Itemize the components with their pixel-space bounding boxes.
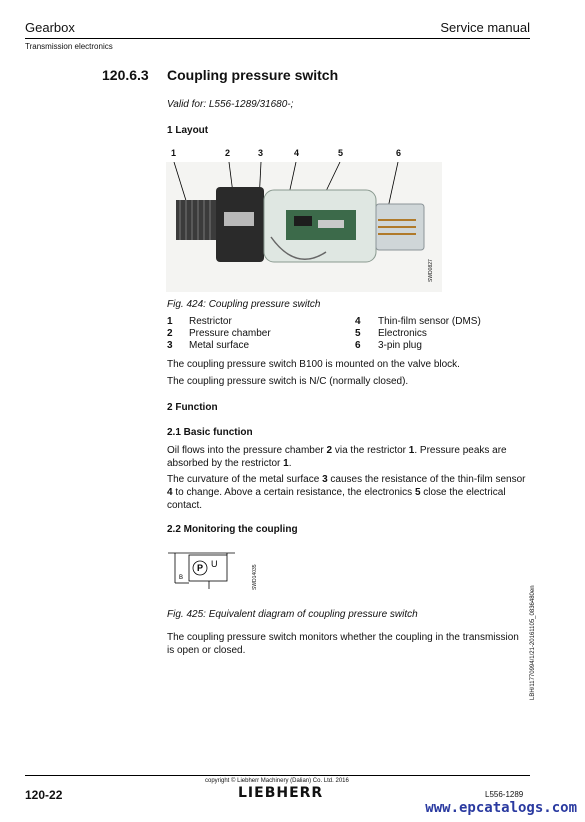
legend-label: 3-pin plug	[378, 340, 422, 351]
function-heading: 2 Function	[167, 402, 218, 413]
legend-label: Pressure chamber	[189, 328, 271, 339]
legend-num: 3	[167, 340, 173, 351]
layout-paragraph-2: The coupling pressure switch is N/C (normally closed).	[167, 376, 409, 387]
basic-function-heading: 2.1 Basic function	[167, 427, 253, 438]
diagram-label-u: U	[211, 559, 218, 569]
figure-424-caption: Fig. 424: Coupling pressure switch	[167, 299, 321, 310]
monitoring-heading: 2.2 Monitoring the coupling	[167, 524, 298, 535]
callout-4: 4	[294, 148, 300, 158]
footer-rule	[25, 775, 530, 776]
document-code: LBH/11770994/1/21-20161105_0836480en	[530, 585, 536, 700]
header-rule	[25, 38, 530, 39]
callout-3: 3	[258, 148, 264, 158]
legend-num: 2	[167, 328, 173, 339]
coupling-pressure-switch-photo	[166, 162, 442, 292]
basic-function-paragraph-2: The curvature of the metal surface 3 causes the resistance of the thin-film sensor 4 to change. Above a certain resistance, the electronics 5 close the electrical contact.	[167, 474, 526, 511]
callout-2: 2	[225, 148, 231, 158]
layout-heading: 1 Layout	[167, 125, 209, 136]
legend-num: 1	[167, 316, 173, 327]
legend-label: Thin-film sensor (DMS)	[378, 316, 481, 327]
monitoring-paragraph: The coupling pressure switch monitors whether the coupling in the transmission is open or closed.	[167, 632, 519, 656]
photo-code: SWD0827	[428, 259, 434, 282]
copyright: copyright © Liebherr Machinery (Dalian) Co. Ltd. 2016	[205, 778, 349, 784]
callout-5: 5	[338, 148, 344, 158]
callout-1: 1	[171, 148, 177, 158]
header-title: Gearbox	[25, 20, 75, 35]
diagram-label-b: B	[179, 575, 184, 581]
diagram-code: SWD14035	[252, 564, 258, 590]
callout-6: 6	[396, 148, 402, 158]
header-manual-type: Service manual	[440, 20, 530, 35]
valid-for-note: Valid for: L556-1289/31680-;	[167, 99, 294, 110]
model-number: L556-1289	[485, 790, 524, 799]
page-number: 120-22	[25, 788, 63, 802]
legend-num: 5	[355, 328, 361, 339]
section-title: Coupling pressure switch	[167, 67, 339, 83]
header-subtitle: Transmission electronics	[25, 42, 113, 51]
legend-label: Electronics	[378, 328, 427, 339]
legend-num: 4	[355, 316, 361, 327]
figure-425-caption: Fig. 425: Equivalent diagram of coupling pressure switch	[167, 609, 418, 620]
equivalent-diagram	[165, 545, 240, 595]
liebherr-logo: LIEBHERR	[238, 785, 324, 801]
legend-num: 6	[355, 340, 361, 351]
section-number: 120.6.3	[102, 67, 149, 83]
layout-paragraph-1: The coupling pressure switch B100 is mounted on the valve block.	[167, 359, 460, 370]
diagram-label-p: P	[197, 563, 204, 573]
legend-label: Metal surface	[189, 340, 250, 351]
legend-label: Restrictor	[189, 316, 232, 327]
basic-function-paragraph-1: Oil flows into the pressure chamber 2 via the restrictor 1. Pressure peaks are absorbed by the restrictor 1.	[167, 445, 507, 469]
watermark-link[interactable]: www.epcatalogs.com	[425, 800, 577, 816]
